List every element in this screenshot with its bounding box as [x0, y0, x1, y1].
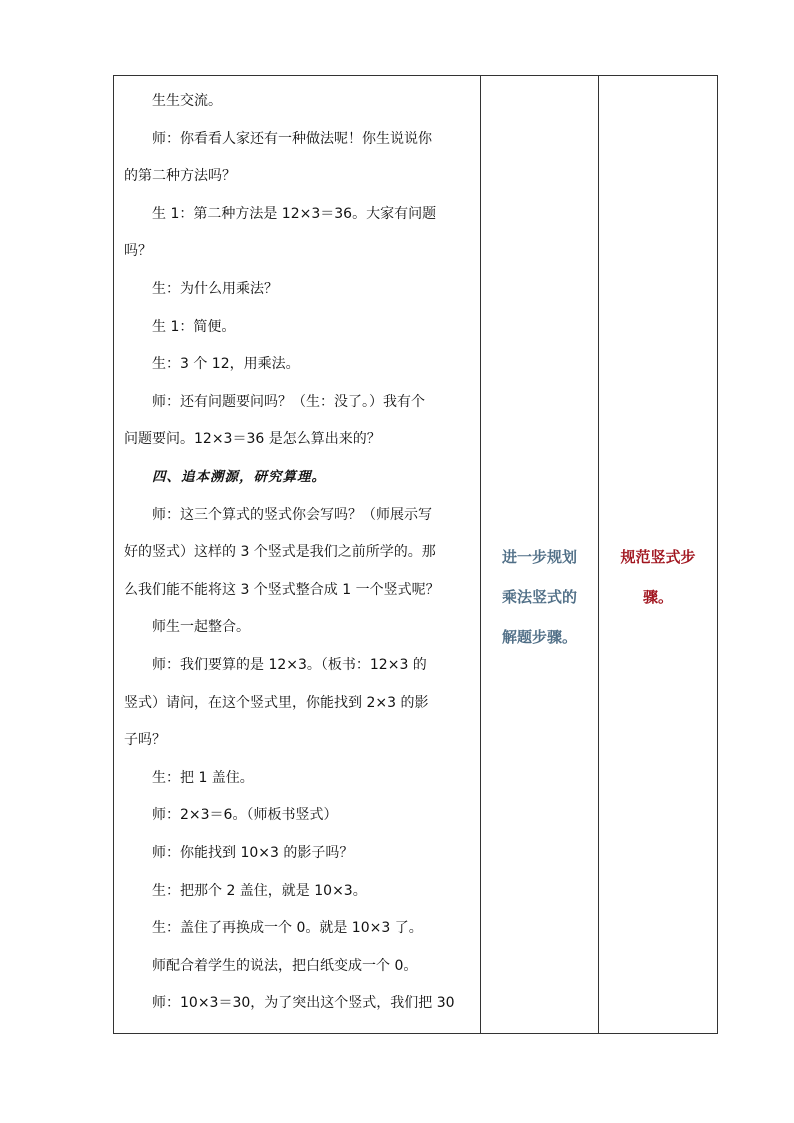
teaching-process-cell: [114, 76, 480, 1033]
text-line: 师：这三个算式的竖式你会写吗？（师展示写: [152, 507, 432, 523]
text-line: 生：盖住了再换成一个 0。就是 10×3 了。: [152, 920, 423, 936]
text-line: 生：3 个 12，用乘法。: [152, 356, 300, 372]
section-heading: 四、追本溯源，研究算理。: [152, 469, 326, 485]
text-line: 师生一起整合。: [152, 619, 250, 635]
text-line: 生 1：第二种方法是 12×3＝36。大家有问题: [152, 206, 437, 222]
text-line: 师：还有问题要问吗？（生：没了。）我有个: [152, 394, 425, 410]
text-line: 的第二种方法吗？: [124, 168, 236, 184]
text-line: 问题要问。12×3＝36 是怎么算出来的？: [124, 431, 381, 447]
text-line: 么我们能不能将这 3 个竖式整合成 1 一个竖式呢？: [124, 582, 440, 598]
text-line: 师配合着学生的说法，把白纸变成一个 0。: [152, 958, 418, 974]
text-line: 子吗？: [124, 732, 166, 748]
text-line: 生生交流。: [152, 93, 222, 109]
text-line: 师：你能找到 10×3 的影子吗？: [152, 845, 354, 861]
design-intent-cell: [481, 76, 598, 1033]
design-text-line: 进一步规划: [501, 548, 577, 566]
goal-text-line: 规范竖式步: [620, 548, 696, 566]
text-line: 好的竖式）这样的 3 个竖式是我们之前所学的。那: [124, 544, 436, 560]
text-line: 吗？: [124, 243, 152, 259]
text-line: 师：我们要算的是 12×3。（板书：12×3 的: [152, 657, 427, 673]
text-line: 师：你看看人家还有一种做法呢！你生说说你: [152, 131, 432, 147]
design-text-line: 乘法竖式的: [501, 588, 577, 606]
lesson-table: [113, 75, 718, 1034]
text-line: 师：2×3＝6。（师板书竖式）: [152, 807, 338, 823]
text-line: 师：10×3＝30，为了突出这个竖式，我们把 30: [152, 995, 455, 1011]
text-line: 生：把 1 盖住。: [152, 770, 254, 786]
teaching-goal-cell: [599, 76, 717, 1033]
design-text-line: 解题步骤。: [501, 628, 577, 646]
text-line: 竖式）请问，在这个竖式里，你能找到 2×3 的影: [124, 695, 429, 711]
goal-text-line: 骤。: [642, 588, 673, 606]
text-line: 生：把那个 2 盖住，就是 10×3。: [152, 883, 367, 899]
text-line: 生：为什么用乘法？: [152, 281, 278, 297]
text-line: 生 1：简便。: [152, 319, 236, 335]
